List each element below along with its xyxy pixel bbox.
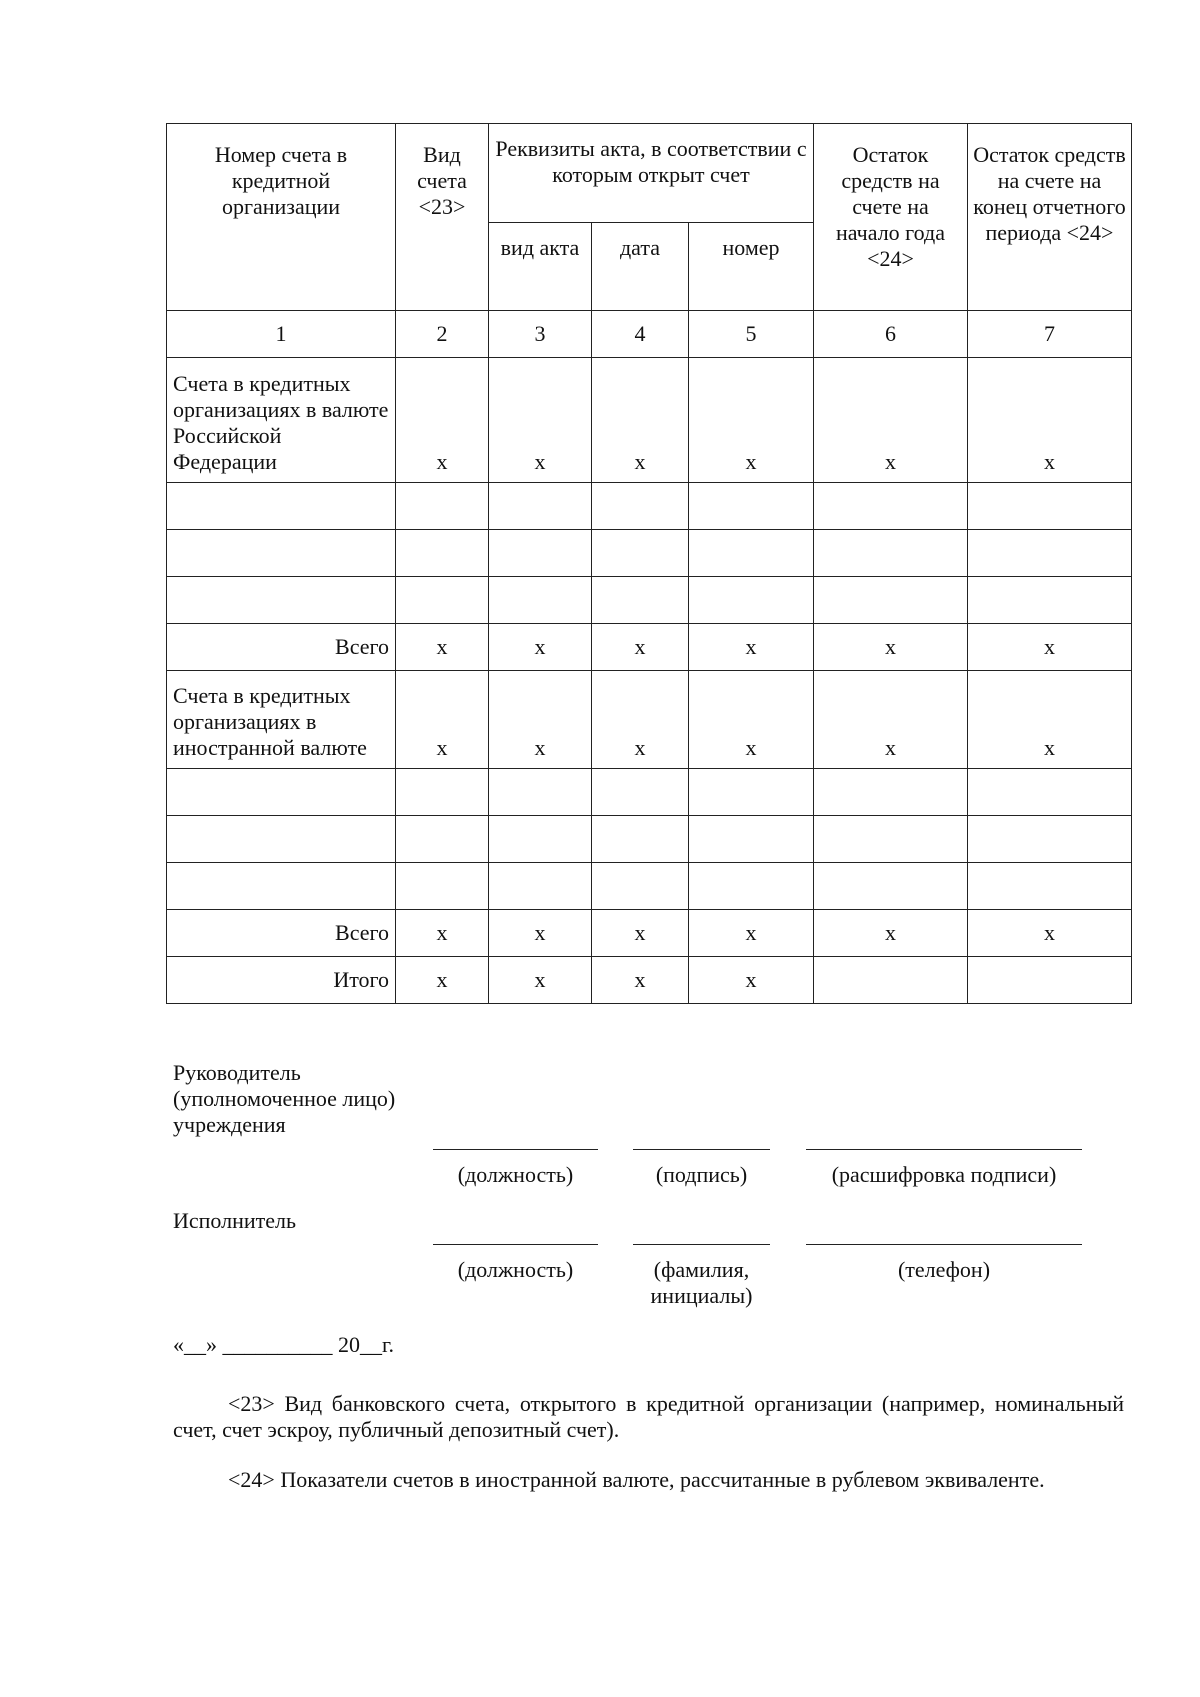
table-cell[interactable] <box>814 816 968 863</box>
table-cell[interactable] <box>167 769 396 816</box>
footnote-23: <23> Вид банковского счета, открытого в кредитной организации (например, номинальный счет, счет эскроу, публичный депозитный счет). <box>173 1391 1124 1442</box>
empty-data-row <box>167 530 1132 577</box>
na-mark: x <box>968 910 1132 957</box>
na-mark: x <box>814 358 968 483</box>
head-caption-signature: (подпись) <box>655 1162 748 1187</box>
column-number: 1 <box>167 311 396 358</box>
executor-label: Исполнитель <box>173 1208 297 1233</box>
column-number: 4 <box>592 311 689 358</box>
executor-caption-name: (фамилия, инициалы) <box>650 1257 753 1308</box>
table-cell[interactable] <box>814 530 968 577</box>
column-number: 2 <box>396 311 489 358</box>
head-label: Руководитель (уполномоченное лицо) учреждения <box>173 1060 396 1137</box>
table-cell[interactable] <box>396 577 489 624</box>
table-cell[interactable] <box>489 816 592 863</box>
na-mark: x <box>489 624 592 671</box>
column-number: 5 <box>689 311 814 358</box>
table-cell[interactable] <box>489 530 592 577</box>
head-caption-decoding: (расшифровка подписи) <box>831 1162 1057 1187</box>
column-number-row <box>167 311 1132 358</box>
column-number: 3 <box>489 311 592 358</box>
table-cell[interactable] <box>396 816 489 863</box>
na-mark: x <box>489 910 592 957</box>
na-mark: x <box>592 957 689 1004</box>
table-cell[interactable] <box>592 816 689 863</box>
na-mark: x <box>489 957 592 1004</box>
table-cell[interactable] <box>489 769 592 816</box>
empty-data-row <box>167 769 1132 816</box>
column-number: 7 <box>968 311 1132 358</box>
head-signature-line[interactable] <box>633 1149 770 1150</box>
table-cell[interactable] <box>968 816 1132 863</box>
grand-total-row <box>167 957 1132 1004</box>
column-number: 6 <box>814 311 968 358</box>
table-cell[interactable] <box>814 483 968 530</box>
grand-total-label: Итого <box>167 957 396 1004</box>
table-cell[interactable] <box>592 769 689 816</box>
table-cell[interactable] <box>489 863 592 910</box>
table-cell[interactable] <box>489 483 592 530</box>
table-cell[interactable] <box>167 816 396 863</box>
na-mark: x <box>968 624 1132 671</box>
na-mark: x <box>689 910 814 957</box>
section-label-rub: Счета в кредитных организациях в валюте Российской Федерации <box>167 358 396 483</box>
footnote-24: <24> Показатели счетов в иностранной валюте, рассчитанные в рублевом эквиваленте. <box>228 1467 1045 1492</box>
head-position-line[interactable] <box>433 1149 598 1150</box>
head-signature-decoding-line[interactable] <box>806 1149 1082 1150</box>
na-mark: x <box>396 358 489 483</box>
na-mark: x <box>396 624 489 671</box>
table-cell[interactable] <box>689 483 814 530</box>
na-mark: x <box>814 624 968 671</box>
table-cell[interactable] <box>814 769 968 816</box>
total-label: Всего <box>167 624 396 671</box>
table-cell[interactable] <box>592 863 689 910</box>
na-mark: x <box>489 671 592 769</box>
table-cell[interactable] <box>968 863 1132 910</box>
table-cell[interactable] <box>968 769 1132 816</box>
table-cell[interactable] <box>968 483 1132 530</box>
table-cell[interactable] <box>489 577 592 624</box>
table-cell[interactable] <box>968 530 1132 577</box>
table-cell[interactable] <box>396 863 489 910</box>
empty-data-row <box>167 577 1132 624</box>
table-cell[interactable] <box>396 483 489 530</box>
table-cell[interactable] <box>689 863 814 910</box>
table-cell[interactable] <box>814 577 968 624</box>
executor-caption-position: (должность) <box>457 1257 574 1282</box>
table-cell[interactable] <box>968 577 1132 624</box>
empty-data-row <box>167 483 1132 530</box>
na-mark: x <box>592 624 689 671</box>
na-mark: x <box>592 671 689 769</box>
date-field[interactable]: «__» __________ 20__г. <box>173 1332 395 1357</box>
table-cell[interactable] <box>592 530 689 577</box>
empty-data-row <box>167 863 1132 910</box>
header-account-type: Вид счета <23> <box>396 124 489 311</box>
na-mark: x <box>592 910 689 957</box>
total-row-rub <box>167 624 1132 671</box>
section-row-rub <box>167 358 1132 483</box>
total-row-foreign <box>167 910 1132 957</box>
header-act-number: номер <box>689 223 814 311</box>
header-act-details: Реквизиты акта, в соответствии с которым открыт счет <box>489 124 814 223</box>
na-mark: x <box>968 671 1132 769</box>
executor-name-line[interactable] <box>633 1244 770 1245</box>
na-mark: x <box>968 358 1132 483</box>
na-mark: x <box>814 910 968 957</box>
table-cell[interactable] <box>592 577 689 624</box>
header-balance-start: Остаток средств на счете на начало года <24> <box>814 124 968 311</box>
accounts-table <box>166 123 1132 1004</box>
na-mark: x <box>814 671 968 769</box>
grand-total-balance-start[interactable] <box>814 957 968 1004</box>
na-mark: x <box>396 910 489 957</box>
table-cell[interactable] <box>689 577 814 624</box>
executor-position-line[interactable] <box>433 1244 598 1245</box>
empty-data-row <box>167 816 1132 863</box>
table-cell[interactable] <box>396 530 489 577</box>
section-row-foreign <box>167 671 1132 769</box>
total-label: Всего <box>167 910 396 957</box>
header-act-type: вид акта <box>489 223 592 311</box>
header-act-date: дата <box>592 223 689 311</box>
table-cell[interactable] <box>167 577 396 624</box>
executor-caption-phone: (телефон) <box>897 1257 991 1282</box>
table-cell[interactable] <box>689 816 814 863</box>
table-cell[interactable] <box>689 530 814 577</box>
executor-phone-line[interactable] <box>806 1244 1082 1245</box>
header-account-number: Номер счета в кредитной организации <box>167 124 396 311</box>
table-cell[interactable] <box>167 863 396 910</box>
section-label-foreign: Счета в кредитных организациях в иностранной валюте <box>167 671 396 769</box>
na-mark: x <box>689 957 814 1004</box>
table-cell[interactable] <box>592 483 689 530</box>
table-cell[interactable] <box>167 483 396 530</box>
table-cell[interactable] <box>814 863 968 910</box>
table-cell[interactable] <box>167 530 396 577</box>
na-mark: x <box>592 358 689 483</box>
na-mark: x <box>689 624 814 671</box>
head-caption-position: (должность) <box>457 1162 574 1187</box>
grand-total-balance-end[interactable] <box>968 957 1132 1004</box>
table-cell[interactable] <box>396 769 489 816</box>
na-mark: x <box>396 957 489 1004</box>
na-mark: x <box>396 671 489 769</box>
na-mark: x <box>689 671 814 769</box>
header-balance-end: Остаток средств на счете на конец отчетного периода <24> <box>968 124 1132 311</box>
table-cell[interactable] <box>689 769 814 816</box>
header-row-top <box>167 124 1132 223</box>
na-mark: x <box>689 358 814 483</box>
na-mark: x <box>489 358 592 483</box>
